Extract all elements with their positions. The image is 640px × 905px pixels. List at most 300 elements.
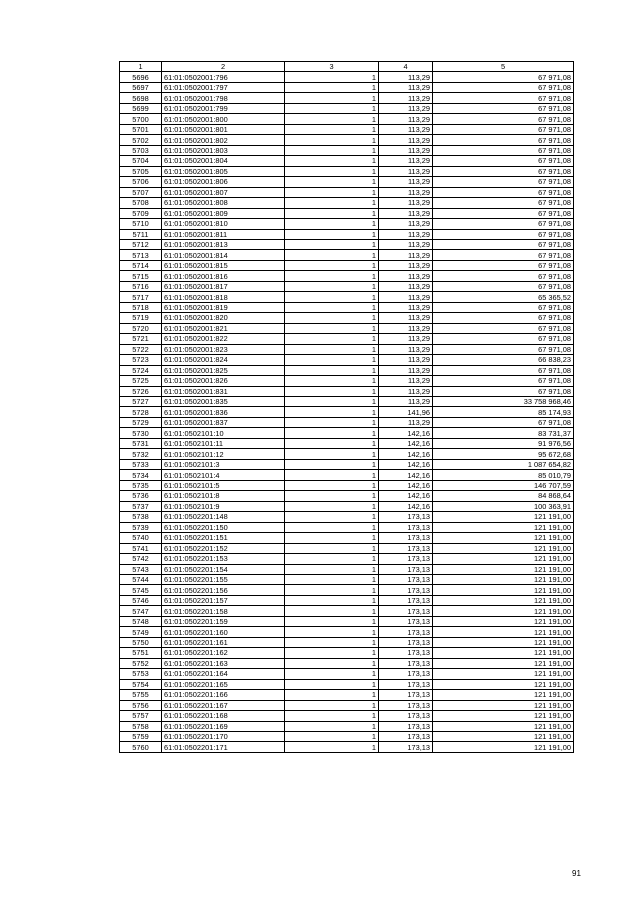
cadastral-number-cell: 61:01:0502001:825 — [162, 365, 285, 375]
value-cell: 67 971,08 — [433, 365, 574, 375]
table-row — [120, 522, 574, 532]
rate-cell: 173,13 — [379, 543, 433, 553]
count-cell: 1 — [285, 386, 379, 396]
rate-cell: 142,16 — [379, 438, 433, 448]
header-row — [120, 62, 574, 72]
row-number-cell: 5723 — [120, 355, 162, 365]
value-cell: 67 971,08 — [433, 386, 574, 396]
value-cell: 67 971,08 — [433, 302, 574, 312]
count-cell: 1 — [285, 543, 379, 553]
cadastral-number-cell: 61:01:0502201:156 — [162, 585, 285, 595]
count-cell: 1 — [285, 669, 379, 679]
count-cell: 1 — [285, 281, 379, 291]
count-cell: 1 — [285, 690, 379, 700]
header-col-3: 3 — [285, 62, 379, 72]
row-number-cell: 5732 — [120, 449, 162, 459]
value-cell: 67 971,08 — [433, 187, 574, 197]
value-cell: 85 010,79 — [433, 470, 574, 480]
row-number-cell: 5735 — [120, 480, 162, 490]
rate-cell: 113,29 — [379, 156, 433, 166]
row-number-cell: 5756 — [120, 700, 162, 710]
rate-cell: 113,29 — [379, 313, 433, 323]
value-cell: 121 191,00 — [433, 574, 574, 584]
rate-cell: 173,13 — [379, 595, 433, 605]
count-cell: 1 — [285, 585, 379, 595]
count-cell: 1 — [285, 114, 379, 124]
value-cell: 95 672,68 — [433, 449, 574, 459]
count-cell: 1 — [285, 135, 379, 145]
count-cell: 1 — [285, 700, 379, 710]
count-cell: 1 — [285, 480, 379, 490]
rate-cell: 113,29 — [379, 187, 433, 197]
table-row — [120, 721, 574, 731]
table-row — [120, 574, 574, 584]
value-cell: 67 971,08 — [433, 114, 574, 124]
row-number-cell: 5738 — [120, 512, 162, 522]
table-row — [120, 313, 574, 323]
cadastral-number-cell: 61:01:0502001:803 — [162, 145, 285, 155]
count-cell: 1 — [285, 334, 379, 344]
count-cell: 1 — [285, 229, 379, 239]
cadastral-number-cell: 61:01:0502201:159 — [162, 616, 285, 626]
value-cell: 121 191,00 — [433, 533, 574, 543]
value-cell: 65 365,52 — [433, 292, 574, 302]
row-number-cell: 5713 — [120, 250, 162, 260]
count-cell: 1 — [285, 637, 379, 647]
row-number-cell: 5758 — [120, 721, 162, 731]
cadastral-number-cell: 61:01:0502001:807 — [162, 187, 285, 197]
value-cell: 121 191,00 — [433, 627, 574, 637]
row-number-cell: 5729 — [120, 417, 162, 427]
rate-cell: 113,29 — [379, 229, 433, 239]
table-row — [120, 260, 574, 270]
cadastral-number-cell: 61:01:0502201:160 — [162, 627, 285, 637]
rate-cell: 113,29 — [379, 292, 433, 302]
table-row — [120, 512, 574, 522]
table-header — [120, 62, 574, 72]
count-cell: 1 — [285, 732, 379, 742]
value-cell: 67 971,08 — [433, 124, 574, 134]
rate-cell: 173,13 — [379, 627, 433, 637]
count-cell: 1 — [285, 606, 379, 616]
value-cell: 121 191,00 — [433, 711, 574, 721]
table-row — [120, 376, 574, 386]
cadastral-number-cell: 61:01:0502201:153 — [162, 554, 285, 564]
row-number-cell: 5740 — [120, 533, 162, 543]
table-row — [120, 595, 574, 605]
value-cell: 121 191,00 — [433, 512, 574, 522]
row-number-cell: 5697 — [120, 82, 162, 92]
cadastral-number-cell: 61:01:0502101:10 — [162, 428, 285, 438]
table-row — [120, 355, 574, 365]
count-cell: 1 — [285, 156, 379, 166]
count-cell: 1 — [285, 512, 379, 522]
count-cell: 1 — [285, 522, 379, 532]
rate-cell: 113,29 — [379, 103, 433, 113]
count-cell: 1 — [285, 376, 379, 386]
rate-cell: 113,29 — [379, 198, 433, 208]
count-cell: 1 — [285, 198, 379, 208]
value-cell: 67 971,08 — [433, 250, 574, 260]
count-cell: 1 — [285, 72, 379, 82]
cadastral-number-cell: 61:01:0502201:167 — [162, 700, 285, 710]
row-number-cell: 5751 — [120, 648, 162, 658]
table-row — [120, 711, 574, 721]
count-cell: 1 — [285, 344, 379, 354]
value-cell: 67 971,08 — [433, 219, 574, 229]
rate-cell: 113,29 — [379, 219, 433, 229]
value-cell: 121 191,00 — [433, 616, 574, 626]
count-cell: 1 — [285, 208, 379, 218]
cadastral-number-cell: 61:01:0502201:168 — [162, 711, 285, 721]
table-row — [120, 554, 574, 564]
row-number-cell: 5752 — [120, 658, 162, 668]
table-row — [120, 480, 574, 490]
row-number-cell: 5750 — [120, 637, 162, 647]
value-cell: 100 363,91 — [433, 501, 574, 511]
rate-cell: 173,13 — [379, 533, 433, 543]
page-number: 91 — [572, 869, 581, 878]
table-row — [120, 271, 574, 281]
rate-cell: 173,13 — [379, 690, 433, 700]
rate-cell: 173,13 — [379, 554, 433, 564]
row-number-cell: 5722 — [120, 344, 162, 354]
table-row — [120, 732, 574, 742]
count-cell: 1 — [285, 470, 379, 480]
value-cell: 84 868,64 — [433, 491, 574, 501]
count-cell: 1 — [285, 177, 379, 187]
row-number-cell: 5718 — [120, 302, 162, 312]
table-row — [120, 679, 574, 689]
table-row — [120, 459, 574, 469]
value-cell: 1 087 654,82 — [433, 459, 574, 469]
value-cell: 121 191,00 — [433, 690, 574, 700]
rate-cell: 173,13 — [379, 711, 433, 721]
row-number-cell: 5749 — [120, 627, 162, 637]
cadastral-number-cell: 61:01:0502201:166 — [162, 690, 285, 700]
cadastral-number-cell: 61:01:0502201:158 — [162, 606, 285, 616]
count-cell: 1 — [285, 721, 379, 731]
count-cell: 1 — [285, 260, 379, 270]
table-row — [120, 208, 574, 218]
row-number-cell: 5707 — [120, 187, 162, 197]
row-number-cell: 5705 — [120, 166, 162, 176]
row-number-cell: 5702 — [120, 135, 162, 145]
table-row — [120, 449, 574, 459]
count-cell: 1 — [285, 124, 379, 134]
rate-cell: 113,29 — [379, 397, 433, 407]
row-number-cell: 5712 — [120, 239, 162, 249]
row-number-cell: 5710 — [120, 219, 162, 229]
cadastral-number-cell: 61:01:0502001:835 — [162, 397, 285, 407]
row-number-cell: 5708 — [120, 198, 162, 208]
count-cell: 1 — [285, 407, 379, 417]
cadastral-number-cell: 61:01:0502201:150 — [162, 522, 285, 532]
cadastral-number-cell: 61:01:0502001:815 — [162, 260, 285, 270]
cadastral-number-cell: 61:01:0502201:151 — [162, 533, 285, 543]
value-cell: 67 971,08 — [433, 323, 574, 333]
row-number-cell: 5760 — [120, 742, 162, 752]
table-row — [120, 82, 574, 92]
table-row — [120, 219, 574, 229]
table-row — [120, 302, 574, 312]
value-cell: 67 971,08 — [433, 156, 574, 166]
value-cell: 67 971,08 — [433, 208, 574, 218]
table-row — [120, 344, 574, 354]
cadastral-number-cell: 61:01:0502001:796 — [162, 72, 285, 82]
table-row — [120, 365, 574, 375]
cadastral-number-cell: 61:01:0502201:171 — [162, 742, 285, 752]
rate-cell: 113,29 — [379, 344, 433, 354]
value-cell: 121 191,00 — [433, 606, 574, 616]
table-row — [120, 428, 574, 438]
rate-cell: 113,29 — [379, 386, 433, 396]
count-cell: 1 — [285, 564, 379, 574]
cadastral-number-cell: 61:01:0502201:162 — [162, 648, 285, 658]
count-cell: 1 — [285, 679, 379, 689]
value-cell: 67 971,08 — [433, 177, 574, 187]
count-cell: 1 — [285, 103, 379, 113]
row-number-cell: 5704 — [120, 156, 162, 166]
rate-cell: 173,13 — [379, 616, 433, 626]
table-row — [120, 658, 574, 668]
count-cell: 1 — [285, 323, 379, 333]
table-row — [120, 124, 574, 134]
row-number-cell: 5746 — [120, 595, 162, 605]
rate-cell: 113,29 — [379, 93, 433, 103]
rate-cell: 113,29 — [379, 302, 433, 312]
value-cell: 67 971,08 — [433, 72, 574, 82]
value-cell: 67 971,08 — [433, 145, 574, 155]
rate-cell: 142,16 — [379, 459, 433, 469]
row-number-cell: 5698 — [120, 93, 162, 103]
rate-cell: 113,29 — [379, 260, 433, 270]
count-cell: 1 — [285, 82, 379, 92]
cadastral-number-cell: 61:01:0502201:148 — [162, 512, 285, 522]
table-row — [120, 250, 574, 260]
value-cell: 121 191,00 — [433, 637, 574, 647]
rate-cell: 113,29 — [379, 417, 433, 427]
value-cell: 121 191,00 — [433, 658, 574, 668]
cadastral-number-cell: 61:01:0502101:11 — [162, 438, 285, 448]
rate-cell: 173,13 — [379, 512, 433, 522]
row-number-cell: 5759 — [120, 732, 162, 742]
value-cell: 67 971,08 — [433, 93, 574, 103]
table-row — [120, 292, 574, 302]
table-row — [120, 533, 574, 543]
cadastral-number-cell: 61:01:0502001:811 — [162, 229, 285, 239]
count-cell: 1 — [285, 250, 379, 260]
table-row — [120, 690, 574, 700]
table-body — [120, 72, 574, 752]
table-row — [120, 156, 574, 166]
rate-cell: 113,29 — [379, 376, 433, 386]
cadastral-number-cell: 61:01:0502201:164 — [162, 669, 285, 679]
cadastral-number-cell: 61:01:0502001:801 — [162, 124, 285, 134]
rate-cell: 173,13 — [379, 564, 433, 574]
rate-cell: 113,29 — [379, 124, 433, 134]
table-row — [120, 177, 574, 187]
count-cell: 1 — [285, 533, 379, 543]
row-number-cell: 5699 — [120, 103, 162, 113]
rate-cell: 113,29 — [379, 82, 433, 92]
table-row — [120, 585, 574, 595]
value-cell: 121 191,00 — [433, 721, 574, 731]
cadastral-number-cell: 61:01:0502001:798 — [162, 93, 285, 103]
table-row — [120, 103, 574, 113]
value-cell: 67 971,08 — [433, 82, 574, 92]
value-cell: 91 976,56 — [433, 438, 574, 448]
row-number-cell: 5696 — [120, 72, 162, 82]
cadastral-number-cell: 61:01:0502001:802 — [162, 135, 285, 145]
cadastral-number-cell: 61:01:0502001:799 — [162, 103, 285, 113]
rate-cell: 113,29 — [379, 355, 433, 365]
row-number-cell: 5730 — [120, 428, 162, 438]
table-row — [120, 198, 574, 208]
cadastral-number-cell: 61:01:0502001:810 — [162, 219, 285, 229]
cadastral-number-cell: 61:01:0502001:823 — [162, 344, 285, 354]
value-cell: 121 191,00 — [433, 595, 574, 605]
rate-cell: 113,29 — [379, 72, 433, 82]
count-cell: 1 — [285, 239, 379, 249]
cadastral-number-cell: 61:01:0502201:154 — [162, 564, 285, 574]
row-number-cell: 5701 — [120, 124, 162, 134]
rate-cell: 142,16 — [379, 491, 433, 501]
table-row — [120, 397, 574, 407]
value-cell: 121 191,00 — [433, 742, 574, 752]
cadastral-number-cell: 61:01:0502001:814 — [162, 250, 285, 260]
table-row — [120, 135, 574, 145]
cadastral-number-cell: 61:01:0502001:837 — [162, 417, 285, 427]
value-cell: 67 971,08 — [433, 239, 574, 249]
cadastral-number-cell: 61:01:0502001:813 — [162, 239, 285, 249]
cadastral-number-cell: 61:01:0502201:163 — [162, 658, 285, 668]
rate-cell: 173,13 — [379, 574, 433, 584]
cadastral-number-cell: 61:01:0502201:170 — [162, 732, 285, 742]
rate-cell: 173,13 — [379, 606, 433, 616]
count-cell: 1 — [285, 166, 379, 176]
header-col-5: 5 — [433, 62, 574, 72]
header-col-4: 4 — [379, 62, 433, 72]
row-number-cell: 5739 — [120, 522, 162, 532]
value-cell: 67 971,08 — [433, 417, 574, 427]
rate-cell: 113,29 — [379, 323, 433, 333]
count-cell: 1 — [285, 658, 379, 668]
cadastral-number-cell: 61:01:0502101:5 — [162, 480, 285, 490]
count-cell: 1 — [285, 595, 379, 605]
value-cell: 67 971,08 — [433, 334, 574, 344]
rate-cell: 142,16 — [379, 470, 433, 480]
value-cell: 121 191,00 — [433, 585, 574, 595]
row-number-cell: 5709 — [120, 208, 162, 218]
value-cell: 67 971,08 — [433, 260, 574, 270]
value-cell: 67 971,08 — [433, 103, 574, 113]
value-cell: 66 838,23 — [433, 355, 574, 365]
rate-cell: 113,29 — [379, 145, 433, 155]
table-row — [120, 648, 574, 658]
cadastral-number-cell: 61:01:0502101:9 — [162, 501, 285, 511]
row-number-cell: 5720 — [120, 323, 162, 333]
row-number-cell: 5714 — [120, 260, 162, 270]
count-cell: 1 — [285, 187, 379, 197]
rate-cell: 142,16 — [379, 428, 433, 438]
cadastral-number-cell: 61:01:0502001:806 — [162, 177, 285, 187]
value-cell: 67 971,08 — [433, 344, 574, 354]
rate-cell: 113,29 — [379, 114, 433, 124]
table-row — [120, 742, 574, 752]
cadastral-number-cell: 61:01:0502001:804 — [162, 156, 285, 166]
value-cell: 121 191,00 — [433, 648, 574, 658]
value-cell: 67 971,08 — [433, 229, 574, 239]
value-cell: 121 191,00 — [433, 679, 574, 689]
table-row — [120, 491, 574, 501]
cadastral-number-cell: 61:01:0502001:824 — [162, 355, 285, 365]
count-cell: 1 — [285, 365, 379, 375]
cadastral-number-cell: 61:01:0502101:4 — [162, 470, 285, 480]
value-cell: 67 971,08 — [433, 166, 574, 176]
count-cell: 1 — [285, 292, 379, 302]
cadastral-number-cell: 61:01:0502001:821 — [162, 323, 285, 333]
count-cell: 1 — [285, 271, 379, 281]
row-number-cell: 5703 — [120, 145, 162, 155]
value-cell: 83 731,37 — [433, 428, 574, 438]
row-number-cell: 5731 — [120, 438, 162, 448]
count-cell: 1 — [285, 491, 379, 501]
table-row — [120, 669, 574, 679]
count-cell: 1 — [285, 93, 379, 103]
header-col-1: 1 — [120, 62, 162, 72]
row-number-cell: 5726 — [120, 386, 162, 396]
row-number-cell: 5753 — [120, 669, 162, 679]
row-number-cell: 5754 — [120, 679, 162, 689]
table-row — [120, 334, 574, 344]
cadastral-number-cell: 61:01:0502001:805 — [162, 166, 285, 176]
table-row — [120, 564, 574, 574]
count-cell: 1 — [285, 449, 379, 459]
table-row — [120, 166, 574, 176]
row-number-cell: 5748 — [120, 616, 162, 626]
row-number-cell: 5711 — [120, 229, 162, 239]
rate-cell: 173,13 — [379, 637, 433, 647]
rate-cell: 113,29 — [379, 334, 433, 344]
rate-cell: 113,29 — [379, 281, 433, 291]
rate-cell: 113,29 — [379, 365, 433, 375]
value-cell: 67 971,08 — [433, 198, 574, 208]
rate-cell: 113,29 — [379, 250, 433, 260]
rate-cell: 142,16 — [379, 480, 433, 490]
count-cell: 1 — [285, 648, 379, 658]
cadastral-number-cell: 61:01:0502001:820 — [162, 313, 285, 323]
row-number-cell: 5728 — [120, 407, 162, 417]
value-cell: 121 191,00 — [433, 732, 574, 742]
cadastral-number-cell: 61:01:0502001:816 — [162, 271, 285, 281]
value-cell: 121 191,00 — [433, 543, 574, 553]
rate-cell: 173,13 — [379, 522, 433, 532]
rate-cell: 173,13 — [379, 679, 433, 689]
table-row — [120, 627, 574, 637]
rate-cell: 113,29 — [379, 239, 433, 249]
rate-cell: 173,13 — [379, 742, 433, 752]
rate-cell: 173,13 — [379, 700, 433, 710]
row-number-cell: 5733 — [120, 459, 162, 469]
table-row — [120, 700, 574, 710]
cadastral-number-cell: 61:01:0502001:797 — [162, 82, 285, 92]
value-cell: 121 191,00 — [433, 554, 574, 564]
cadastral-number-cell: 61:01:0502201:152 — [162, 543, 285, 553]
row-number-cell: 5716 — [120, 281, 162, 291]
table-row — [120, 637, 574, 647]
count-cell: 1 — [285, 313, 379, 323]
